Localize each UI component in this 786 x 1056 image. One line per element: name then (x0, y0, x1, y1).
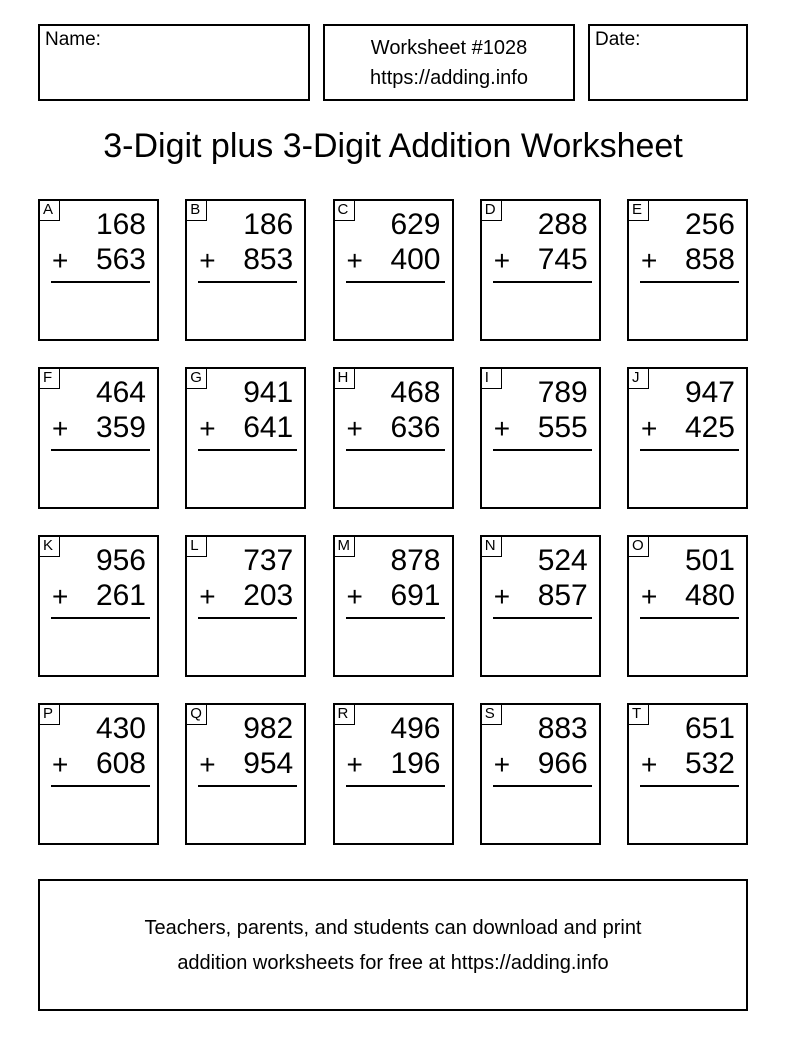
problem-card[interactable] (185, 367, 306, 509)
problem-letter: K (40, 537, 60, 557)
addend-bottom: 954 (243, 747, 294, 780)
problem-grid (38, 199, 748, 845)
addend-top: 737 (243, 544, 294, 577)
sum-line (51, 449, 150, 451)
plus-sign: + (346, 245, 363, 276)
problem-letter: R (335, 705, 355, 725)
problem-letter: E (629, 201, 649, 221)
plus-sign: + (493, 581, 511, 612)
sum-line (493, 617, 592, 619)
sum-line (640, 617, 739, 619)
addend-top: 878 (390, 544, 441, 577)
problem-letter: Q (187, 705, 207, 725)
addend-top: 789 (537, 376, 588, 409)
problem-card[interactable] (38, 535, 159, 677)
sum-line (51, 281, 150, 283)
footer-line-1: Teachers, parents, and students can download and print (144, 917, 642, 939)
problem-letter: B (187, 201, 207, 221)
plus-sign: + (641, 245, 658, 276)
sum-line (198, 281, 297, 283)
worksheet-url[interactable]: https://adding.info (370, 67, 528, 89)
problem-card[interactable] (185, 199, 306, 341)
sum-line (346, 449, 445, 451)
problem-card[interactable] (333, 367, 454, 509)
problem-card[interactable] (38, 703, 159, 845)
sum-line (198, 617, 297, 619)
plus-sign: + (199, 581, 216, 612)
addend-bottom: 359 (95, 411, 146, 444)
addend-top: 947 (684, 376, 735, 409)
footer-line-2: addition worksheets for free at https://adding.info (177, 952, 609, 974)
addend-bottom: 203 (243, 579, 294, 612)
addend-bottom: 857 (537, 579, 588, 612)
problem-letter: O (629, 537, 649, 557)
addend-top: 430 (95, 712, 146, 745)
addend-bottom: 608 (95, 747, 146, 780)
addend-bottom: 853 (243, 243, 294, 276)
addend-top: 464 (95, 376, 146, 409)
sum-line (640, 281, 739, 283)
problem-card[interactable] (333, 535, 454, 677)
plus-sign: + (346, 749, 363, 780)
plus-sign: + (52, 245, 69, 276)
problem-card[interactable] (627, 703, 748, 845)
problem-letter: M (335, 537, 355, 557)
name-field[interactable] (38, 24, 310, 101)
problem-letter: J (629, 369, 649, 389)
sum-line (51, 617, 150, 619)
sum-line (493, 281, 592, 283)
problem-card[interactable] (38, 199, 159, 341)
problem-card[interactable] (333, 703, 454, 845)
problem-letter: G (187, 369, 207, 389)
problem-card[interactable] (333, 199, 454, 341)
plus-sign: + (346, 581, 363, 612)
sum-line (640, 449, 739, 451)
worksheet-number: Worksheet #1028 (370, 37, 528, 59)
addend-top: 956 (95, 544, 146, 577)
addend-top: 883 (537, 712, 588, 745)
name-label: Name: (45, 29, 101, 50)
addend-top: 288 (537, 208, 588, 241)
addend-top: 496 (390, 712, 441, 745)
worksheet-info-box (323, 24, 575, 101)
sum-line (346, 281, 445, 283)
problem-card[interactable] (480, 535, 601, 677)
problem-letter: A (40, 201, 60, 221)
addend-bottom: 196 (390, 747, 441, 780)
addend-bottom: 563 (95, 243, 146, 276)
problem-card[interactable] (480, 703, 601, 845)
addend-top: 524 (537, 544, 588, 577)
problem-letter: N (482, 537, 502, 557)
sum-line (198, 449, 297, 451)
problem-card[interactable] (627, 199, 748, 341)
sum-line (51, 785, 150, 787)
addend-bottom: 858 (684, 243, 735, 276)
problem-letter: C (335, 201, 355, 221)
problem-card[interactable] (38, 367, 159, 509)
addend-top: 941 (243, 376, 294, 409)
addend-bottom: 261 (95, 579, 146, 612)
plus-sign: + (346, 413, 363, 444)
addend-bottom: 555 (537, 411, 588, 444)
sum-line (493, 449, 592, 451)
problem-letter: S (482, 705, 502, 725)
problem-letter: H (335, 369, 355, 389)
plus-sign: + (641, 581, 658, 612)
plus-sign: + (641, 749, 658, 780)
addend-bottom: 636 (390, 411, 441, 444)
addend-top: 186 (243, 208, 294, 241)
plus-sign: + (641, 413, 658, 444)
date-label: Date: (595, 29, 641, 50)
problem-card[interactable] (480, 199, 601, 341)
footer-box (38, 879, 748, 1011)
addend-bottom: 745 (537, 243, 588, 276)
date-field[interactable] (588, 24, 748, 101)
addend-top: 168 (95, 208, 146, 241)
plus-sign: + (199, 413, 216, 444)
addend-bottom: 641 (243, 411, 294, 444)
problem-card[interactable] (480, 367, 601, 509)
sum-line (346, 785, 445, 787)
addend-bottom: 532 (684, 747, 735, 780)
addend-top: 629 (390, 208, 441, 241)
sum-line (493, 785, 592, 787)
addend-bottom: 966 (537, 747, 588, 780)
plus-sign: + (52, 413, 69, 444)
addend-bottom: 400 (390, 243, 441, 276)
page-title: 3-Digit plus 3-Digit Addition Worksheet (103, 127, 683, 165)
addend-bottom: 691 (390, 579, 441, 612)
addend-bottom: 480 (684, 579, 735, 612)
problem-letter: F (40, 369, 60, 389)
addend-bottom: 425 (684, 411, 735, 444)
addend-top: 468 (390, 376, 441, 409)
problem-letter: P (40, 705, 60, 725)
plus-sign: + (199, 245, 216, 276)
plus-sign: + (493, 413, 511, 444)
problem-letter: I (482, 369, 502, 389)
problem-letter: L (187, 537, 207, 557)
plus-sign: + (52, 581, 69, 612)
problem-card[interactable] (627, 535, 748, 677)
plus-sign: + (493, 245, 511, 276)
sum-line (640, 785, 739, 787)
plus-sign: + (199, 749, 216, 780)
plus-sign: + (52, 749, 69, 780)
addend-top: 651 (684, 712, 735, 745)
addend-top: 501 (684, 544, 735, 577)
plus-sign: + (493, 749, 511, 780)
problem-card[interactable] (185, 535, 306, 677)
problem-letter: T (629, 705, 649, 725)
sum-line (198, 785, 297, 787)
sum-line (346, 617, 445, 619)
problem-card[interactable] (627, 367, 748, 509)
addend-top: 982 (243, 712, 294, 745)
problem-letter: D (482, 201, 502, 221)
problem-card[interactable] (185, 703, 306, 845)
addend-top: 256 (684, 208, 735, 241)
